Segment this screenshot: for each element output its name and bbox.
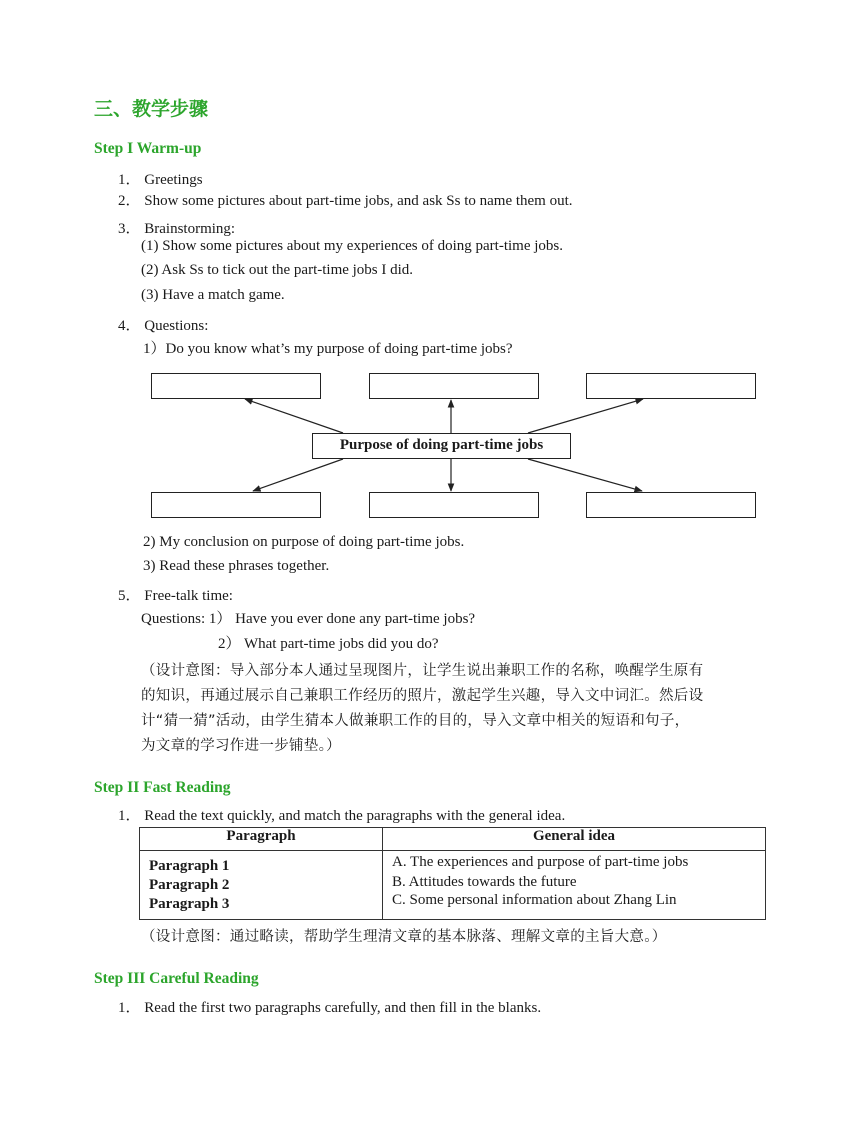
question-3: 3) Read these phrases together. bbox=[143, 558, 330, 574]
step1-item-pictures: 2． Show some pictures about part-time jobs, and ask Ss to name them out. bbox=[118, 193, 573, 209]
design-note-line-1: （设计意图：导入部分本人通过呈现图片，让学生说出兼职工作的名称，唤醒学生原有 bbox=[141, 663, 704, 679]
general-idea-table bbox=[139, 827, 766, 920]
idea-b: B. Attitudes towards the future bbox=[392, 874, 577, 890]
brainstorm-sub-1: (1) Show some pictures about my experiences of doing part-time jobs. bbox=[141, 238, 563, 254]
step1-title: Step I Warm-up bbox=[94, 140, 202, 157]
question-2: 2) My conclusion on purpose of doing part-time jobs. bbox=[143, 534, 465, 550]
step1-item-free-talk: 5． Free-talk time: bbox=[118, 588, 233, 604]
step1-item-brainstorming: 3． Brainstorming: bbox=[118, 221, 236, 237]
purpose-blank-6[interactable] bbox=[586, 492, 756, 518]
step2-design-note: （设计意图：通过略读，帮助学生理清文章的基本脉落、理解文章的主旨大意。） bbox=[141, 929, 667, 945]
step3-item-1: 1． Read the first two paragraphs carefully, and then fill in the blanks. bbox=[118, 1000, 542, 1016]
idea-c: C. Some personal information about Zhang Lin bbox=[392, 892, 677, 908]
design-note-line-3: 计“猜一猜”活动，由学生猜本人做兼职工作的目的，导入文章中相关的短语和句子， bbox=[141, 713, 690, 729]
header-paragraph: Paragraph bbox=[140, 828, 383, 851]
brainstorm-sub-3: (3) Have a match game. bbox=[141, 287, 285, 303]
design-note-line-2: 的知识，再通过展示自己兼职工作经历的照片，激起学生兴趣，导入文中词汇。然后设 bbox=[141, 688, 704, 704]
step2-title: Step II Fast Reading bbox=[94, 779, 231, 796]
arrow-bottom-right bbox=[528, 459, 642, 491]
purpose-blank-2[interactable] bbox=[369, 373, 539, 399]
brainstorm-sub-2: (2) Ask Ss to tick out the part-time jobs I did. bbox=[141, 262, 414, 278]
header-general-idea: General idea bbox=[383, 828, 766, 851]
section-title: 三、教学步骤 bbox=[94, 98, 209, 120]
table-row bbox=[140, 851, 766, 920]
arrow-top-left bbox=[245, 399, 343, 433]
purpose-blank-3[interactable] bbox=[586, 373, 756, 399]
step1-item-questions: 4． Questions: bbox=[118, 318, 209, 334]
step1-item-greetings: 1． Greetings bbox=[118, 172, 203, 188]
paragraph-3: Paragraph 3 bbox=[149, 896, 230, 912]
general-idea-cell bbox=[383, 851, 766, 920]
question-1: 1）Do you know what’s my purpose of doing part-time jobs? bbox=[143, 341, 513, 357]
purpose-blank-4[interactable] bbox=[151, 492, 321, 518]
arrow-bottom-left bbox=[253, 459, 343, 491]
purpose-blank-1[interactable] bbox=[151, 373, 321, 399]
design-note-line-4: 为文章的学习作进一步铺垫。） bbox=[141, 738, 341, 754]
diagram-center-label: Purpose of doing part-time jobs bbox=[312, 433, 571, 459]
paragraph-2: Paragraph 2 bbox=[149, 877, 230, 893]
arrow-top-right bbox=[528, 399, 643, 433]
step3-title: Step III Careful Reading bbox=[94, 970, 259, 987]
paragraph-1: Paragraph 1 bbox=[149, 858, 230, 874]
free-talk-question-1: Questions: 1） Have you ever done any part-time jobs? bbox=[141, 611, 476, 627]
idea-a: A. The experiences and purpose of part-time jobs bbox=[392, 854, 689, 870]
paragraph-cell bbox=[140, 851, 383, 920]
free-talk-question-2: 2） What part-time jobs did you do? bbox=[218, 636, 439, 652]
table-header-row bbox=[140, 828, 766, 851]
purpose-blank-5[interactable] bbox=[369, 492, 539, 518]
step2-item-1: 1． Read the text quickly, and match the paragraphs with the general idea. bbox=[118, 808, 566, 824]
